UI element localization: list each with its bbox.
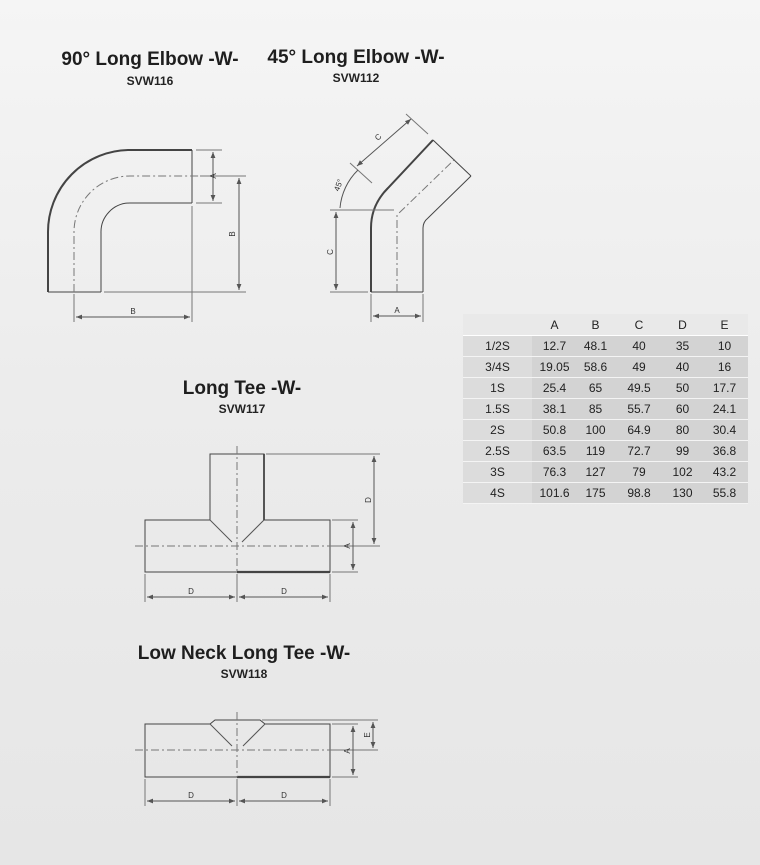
elbow-45-pipe-end: [433, 140, 471, 176]
table-cell: 16: [701, 357, 748, 378]
table-cell: 3/4S: [463, 357, 532, 378]
table-cell: 58.6: [577, 357, 614, 378]
table-cell: 119: [577, 441, 614, 462]
elbow-90-outer-wall: [48, 150, 192, 292]
table-cell: 17.7: [701, 378, 748, 399]
table-cell: 60: [664, 399, 701, 420]
elbow-45-inner-wall: [423, 176, 471, 292]
low-neck-tee-label-d-right: D: [281, 791, 287, 800]
header-d: D: [664, 314, 701, 336]
table-cell: 72.7: [614, 441, 664, 462]
table-cell: 49: [614, 357, 664, 378]
table-cell: 40: [664, 357, 701, 378]
table-row: [463, 462, 748, 483]
table-cell: 1S: [463, 378, 532, 399]
elbow-45-outer-wall: [371, 140, 433, 292]
table-cell: 36.8: [701, 441, 748, 462]
long-tee-drawing: [135, 446, 380, 602]
table-row: [463, 441, 748, 462]
table-cell: 1/2S: [463, 336, 532, 357]
header-a: A: [532, 314, 577, 336]
table-row: [463, 357, 748, 378]
table-cell: 79: [614, 462, 664, 483]
table-cell: 10: [701, 336, 748, 357]
table-cell: 55.8: [701, 483, 748, 504]
table-cell: 100: [577, 420, 614, 441]
table-cell: 43.2: [701, 462, 748, 483]
spec-table-header-row: [463, 314, 748, 336]
table-cell: 80: [664, 420, 701, 441]
table-cell: 3S: [463, 462, 532, 483]
table-row: [463, 378, 748, 399]
table-row: [463, 420, 748, 441]
table-cell: 1.5S: [463, 399, 532, 420]
low-neck-tee-label-d-left: D: [188, 791, 194, 800]
table-cell: 85: [577, 399, 614, 420]
table-cell: 99: [664, 441, 701, 462]
elbow-45-drawing: [330, 114, 471, 322]
table-row: [463, 483, 748, 504]
code-svw112: SVW112: [332, 71, 380, 85]
table-cell: 101.6: [532, 483, 577, 504]
table-cell: 76.3: [532, 462, 577, 483]
code-svw118: SVW118: [220, 667, 268, 681]
code-svw117: SVW117: [218, 402, 266, 416]
table-cell: 30.4: [701, 420, 748, 441]
table-cell: 2.5S: [463, 441, 532, 462]
table-cell: 130: [664, 483, 701, 504]
table-cell: 49.5: [614, 378, 664, 399]
elbow-90-inner-wall: [101, 203, 192, 292]
spec-table: [463, 314, 748, 504]
table-cell: 24.1: [701, 399, 748, 420]
elbow-45-label-c-vertical: C: [326, 249, 335, 255]
code-svw116: SVW116: [126, 74, 174, 88]
low-neck-tee-drawing: [135, 712, 378, 806]
elbow-45-label-angle: 45°: [332, 177, 345, 193]
header-c: C: [614, 314, 664, 336]
table-cell: 40: [614, 336, 664, 357]
long-tee-label-d-vertical: D: [364, 497, 373, 503]
elbow-45-angle-arc: [340, 170, 358, 208]
elbow-45-dim-c-diagonal: [357, 119, 411, 166]
header-size: [463, 314, 532, 336]
table-cell: 127: [577, 462, 614, 483]
elbow-90-label-a: A: [209, 173, 218, 179]
table-cell: 35: [664, 336, 701, 357]
table-cell: 48.1: [577, 336, 614, 357]
long-tee-label-d-right: D: [281, 587, 287, 596]
table-cell: 25.4: [532, 378, 577, 399]
table-cell: 50: [664, 378, 701, 399]
elbow-90-label-b-horizontal: B: [130, 307, 136, 316]
table-cell: 19.05: [532, 357, 577, 378]
table-cell: 4S: [463, 483, 532, 504]
table-cell: 12.7: [532, 336, 577, 357]
table-cell: 55.7: [614, 399, 664, 420]
title-long-tee: Long Tee -W-: [182, 378, 302, 399]
low-neck-tee-label-a: A: [343, 748, 352, 754]
low-neck-tee-label-e: E: [363, 732, 372, 738]
table-cell: 98.8: [614, 483, 664, 504]
table-cell: 102: [664, 462, 701, 483]
table-cell: 50.8: [532, 420, 577, 441]
table-row: [463, 336, 748, 357]
table-cell: 65: [577, 378, 614, 399]
header-e: E: [701, 314, 748, 336]
elbow-90-label-b-vertical: B: [228, 231, 237, 237]
title-low-neck-long-tee: Low Neck Long Tee -W-: [137, 643, 351, 664]
header-b: B: [577, 314, 614, 336]
long-tee-label-a: A: [343, 543, 352, 549]
table-cell: 2S: [463, 420, 532, 441]
table-cell: 64.9: [614, 420, 664, 441]
table-cell: 63.5: [532, 441, 577, 462]
title-90-long-elbow: 90° Long Elbow -W-: [61, 49, 239, 70]
long-tee-label-d-left: D: [188, 587, 194, 596]
table-cell: 175: [577, 483, 614, 504]
title-45-long-elbow: 45° Long Elbow -W-: [267, 47, 445, 68]
table-cell: 38.1: [532, 399, 577, 420]
elbow-45-label-c-diagonal: C: [373, 132, 384, 143]
elbow-45-label-a: A: [394, 306, 400, 315]
table-row: [463, 399, 748, 420]
